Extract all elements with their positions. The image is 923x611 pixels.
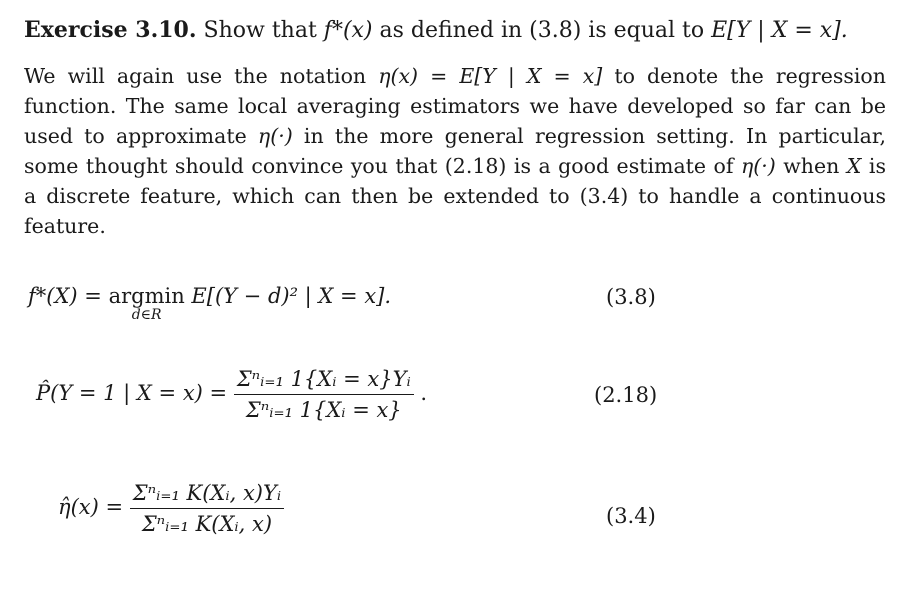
eq38-lhs: f*(X) = — [28, 284, 102, 308]
eq38-argmin-sub: d∈R — [131, 307, 162, 323]
para-s2: to denote the regression function. The same local averaging estimators we have developed so far can be used to approximate — [24, 64, 886, 148]
eq34-numerator: Σⁿᵢ₌₁ K(Xᵢ, x)Yᵢ — [130, 480, 284, 509]
equation-3-8 — [28, 284, 391, 322]
equation-2-18 — [36, 366, 427, 423]
para-s1: We will again use the notation — [24, 64, 367, 88]
para-s4: when — [783, 154, 840, 178]
para-eta-definition: η(x) = E[Y | X = x] — [378, 64, 603, 88]
equation-number-3-8: (3.8) — [606, 285, 656, 309]
para-eta-dot-2: η(·) — [740, 154, 776, 178]
exercise-fstar: f*(x) — [323, 18, 373, 43]
eq38-rhs: E[(Y − d)² | X = x]. — [191, 284, 392, 308]
exercise-mid: as defined in (3.8) is equal to — [379, 18, 705, 43]
eq38-argmin-op: argmin — [108, 284, 185, 308]
eq218-lhs: P̂(Y = 1 | X = x) = — [36, 381, 228, 405]
exercise-heading — [24, 14, 894, 47]
eq218-denominator: Σⁿᵢ₌₁ 1{Xᵢ = x} — [245, 398, 402, 422]
exercise-label: Exercise 3.10. — [24, 17, 197, 43]
equation-3-4 — [58, 480, 284, 537]
eq34-denominator: Σⁿᵢ₌₁ K(Xᵢ, x) — [141, 512, 273, 536]
eq218-fraction — [234, 366, 414, 423]
eq38-argmin — [109, 284, 185, 322]
para-s3: in the more general regression setting. In particular, some thought should convince you that (2.18) is a good estimate of — [24, 124, 886, 178]
exercise-lead: Show that — [203, 18, 317, 43]
para-s5: is a discrete feature, which can then be extended to (3.4) to handle a continuous feature. — [24, 154, 886, 238]
para-eta-dot: η(·) — [257, 124, 293, 148]
eq34-lhs: η̂(x) = — [58, 495, 124, 519]
exercise-expectation: E[Y | X = x]. — [711, 18, 848, 43]
equation-number-3-4: (3.4) — [606, 504, 656, 528]
eq218-tail: . — [420, 381, 428, 405]
eq34-fraction — [130, 480, 284, 537]
body-paragraph — [24, 61, 886, 241]
eq218-numerator: Σⁿᵢ₌₁ 1{Xᵢ = x}Yᵢ — [234, 366, 414, 395]
para-X: X — [846, 154, 862, 178]
equation-number-2-18: (2.18) — [594, 383, 658, 407]
